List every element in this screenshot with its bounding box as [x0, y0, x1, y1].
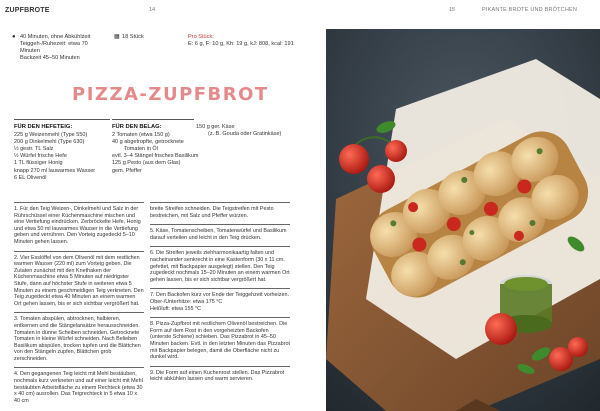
pieces-icon: ▦ [114, 34, 120, 40]
recipe-title: PIZZA-ZUPFBROT [72, 84, 269, 105]
nutrition-label: Pro Stück: [188, 34, 214, 40]
nutrition-info [188, 34, 292, 48]
step-text: 2. Vier Esslöffel von dem Olivenöl mit dem restlichen warmen Wasser (220 ml) zum Vorteig geben. Die Zutaten zunächst mit den Knethaken der Küchenmaschine etwa 5 Minuten auf niedrigster Stufe, dann auf höchster Stufe in weiteren etwa 5 Minuten zu einem geschmeidigen Teig verkneten. Den Teig zugedeckt etwa 40 Minuten an einem warmen Ort gehen lassen, bis er sich sichtbar vergrößert hat. [14, 251, 144, 308]
steps-column-1 [14, 202, 144, 409]
dough-ingredient-item: 1 TL flüssiger Honig [14, 160, 63, 167]
dough-heading: FÜR DEN HEFETEIG: [14, 124, 73, 130]
topping-ingredient-item: evtl. 3–4 Stängel frisches Basilikum [112, 153, 199, 160]
topping-ingredient-item: 2 Tomaten (etwa 150 g) [112, 132, 170, 139]
steps-column-2 [150, 202, 290, 388]
topping-ingredient-item: 40 g abgetropfte, getrocknete [112, 139, 184, 146]
step-text: breite Streifen schneiden. Die Teigstreifen mit Pesto bestreichen, mit Salz und Pfeffer würzen. [150, 202, 290, 219]
section-label-left: ZUPFBROTE [5, 7, 50, 14]
step-text: 6. Die Streifen jeweils ziehharmonikaartig falten und nacheinander senkrecht in eine Kastenform (30 x 11 cm, gefettet, mit Backpapier ausgelegt) stellen. Den Teig zugedeckt nochmals 15–20 Minuten an einem warmen Ort gehen lassen, bis er sich sichtbar vergrößert hat. [150, 246, 290, 283]
page-number-right: 15 [449, 7, 456, 13]
step-text: 5. Käse, Tomatenscheiben, Tomatenwürfel und Basilikum darauf verteilen und leicht in den Teig drücken. [150, 224, 290, 241]
step-text: 8. Pizza-Zupfbrot mit restlichem Olivenöl bestreichen. Die Form auf dem Rost in den vorgeheizten Backofen (unterste Schiene) schieben. Das Pizzabrot in 45–50 Minuten backen. Evtl. in den letzten Minuten das Pizzabrot mit Backpapier belegen, damit die Oberfläche nicht zu dunkel wird. [150, 317, 290, 361]
food-photo-illustration [326, 29, 600, 411]
step-text: 4. Den gegangenen Teig leicht mit Mehl bestäuben, nochmals kurz verkneten und auf einer leicht mit Mehl bestäubten Arbeitsfläche zu einem Rechteck (etwa 30 x 40 cm) ausrollen. Das Teigrechteck in 5 etwa 10 x 40 cm [14, 367, 144, 404]
cheese-ingredient-item: (z. B. Gouda oder Gratinkäse) [208, 131, 282, 138]
recipe-meta [12, 34, 292, 64]
step-text: 3. Tomaten abspülen, abtrocknen, halbieren, entkernen und die Stängelansätze herausschneiden. Tomaten in dünne Scheiben schneiden. Getrocknete Tomaten in kleine Würfel schneiden. Nach Belieben Basilikum abspülen, trocken tupfen und die Blättchen von den Stängeln zupfen, Blättchen grob zerschneiden. [14, 312, 144, 362]
recipe-page [0, 22, 300, 411]
step-text: 9. Die Form auf einen Kuchenrost stellen. Das Pizzabrot leicht abkühlen lassen und warm servieren. [150, 366, 290, 383]
topping-ingredient-item: Tomaten in Öl [124, 146, 158, 153]
pieces-text: 18 Stück [122, 34, 144, 40]
ingredients-cheese [196, 119, 290, 138]
dough-ingredient-item: 225 g Weizenmehl (Type 550) [14, 132, 88, 139]
topping-ingredient-item: gem. Pfeffer [112, 167, 142, 174]
dough-ingredient-item: 200 g Dinkelmehl (Type 630) [14, 139, 85, 146]
dough-ingredient-item: knapp 270 ml lauwarmes Wasser [14, 167, 96, 174]
cheese-ingredient-item: 150 g ger. Käse [196, 124, 235, 130]
page-header [0, 0, 600, 22]
food-photo [326, 29, 600, 411]
preparation-steps [14, 202, 292, 406]
ingredients-dough [14, 119, 110, 182]
time-text: 40 Minuten, ohne Abkühlzeit Teiggeh-/Ruhezeit: etwa 70 Minuten Backzeit 45–50 Minuten [20, 34, 91, 61]
dough-ingredient-item: 6 EL Olivenöl [14, 174, 47, 181]
topping-ingredient-item: 125 g Pesto (aus dem Glas) [112, 160, 181, 167]
clock-icon: ● [12, 34, 16, 40]
section-label-right: PIKANTE BROTE UND BRÖTCHEN [482, 7, 578, 13]
nutrition-values: E: 6 g, F: 10 g, Kh: 19 g, kJ: 808, kcal: 191 [188, 41, 294, 47]
ingredients-topping [112, 119, 199, 175]
topping-heading: FÜR DEN BELAG: [112, 124, 162, 130]
page-number-left: 14 [149, 7, 156, 13]
step-text: 1. Für den Teig Weizen-, Dinkelmehl und Salz in der Rührschüssel einer Küchenmaschine mischen und eine Vertiefung eindrücken. Zerbröckelte Hefe, Honig und etwa 50 ml lauwarmes Wasser in die Vertiefung geben und verrühren. Den Vorteig zugedeckt 5–10 Minuten gehen lassen. [14, 202, 144, 246]
dough-ingredient-item: ½ gestr. TL Salz [14, 146, 54, 153]
step-text: 7. Den Backofen kurz vor Ende der Teiggehzeit vorheizen. Ober-/Unterhitze: etwa 175 °C Heißluft: etwa 155 °C [150, 288, 290, 312]
photo-page [300, 22, 600, 411]
dough-ingredient-item: ½ Würfel frische Hefe [14, 153, 67, 160]
